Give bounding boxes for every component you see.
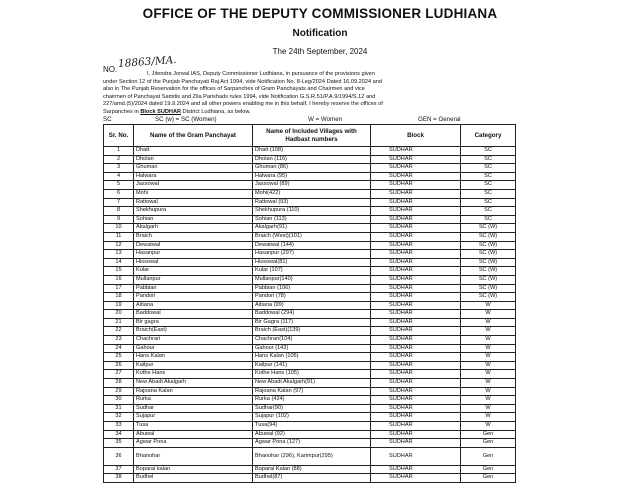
table-row	[104, 155, 516, 164]
cell-sr-no: 4	[104, 172, 134, 181]
table-row	[104, 267, 516, 276]
cell-category: SC	[461, 147, 516, 156]
cell-villages: Dhatt (108)	[253, 147, 371, 156]
cell-villages: Dholan (116)	[253, 155, 371, 164]
header-gram-panchayat: Name of the Gram Panchayat	[134, 125, 253, 147]
table-row	[104, 430, 516, 439]
cell-block: SUDHAR	[371, 232, 461, 241]
cell-sr-no: 5	[104, 181, 134, 190]
cell-gram-panchayat: Dewatwal	[134, 241, 253, 250]
cell-gram-panchayat: Rattowal	[134, 198, 253, 207]
cell-villages: Hans Kalan (105)	[253, 353, 371, 362]
cell-sr-no: 19	[104, 301, 134, 310]
table-row	[104, 336, 516, 345]
cell-category: W	[461, 422, 516, 431]
table-row	[104, 164, 516, 173]
cell-category: W	[461, 370, 516, 379]
cell-gram-panchayat: Kailpur	[134, 361, 253, 370]
cell-villages: Halwara (95)	[253, 172, 371, 181]
cell-villages: Hasanpur (297)	[253, 250, 371, 259]
cell-block: SUDHAR	[371, 361, 461, 370]
cell-sr-no: 7	[104, 198, 134, 207]
cell-villages: Tusa(94)	[253, 422, 371, 431]
table-row	[104, 344, 516, 353]
cell-block: SUDHAR	[371, 241, 461, 250]
cell-category: W	[461, 387, 516, 396]
cell-block: SUDHAR	[371, 370, 461, 379]
cell-gram-panchayat: Kothe Hans	[134, 370, 253, 379]
cell-villages: Rattowal (93)	[253, 198, 371, 207]
table-row	[104, 284, 516, 293]
cell-villages: Braich (East)(139)	[253, 327, 371, 336]
cell-sr-no: 11	[104, 232, 134, 241]
cell-gram-panchayat: Shekhupura	[134, 207, 253, 216]
cell-gram-panchayat: Hissowal	[134, 258, 253, 267]
cell-gram-panchayat: Budhel	[134, 474, 253, 483]
cell-gram-panchayat: Hans Kalan	[134, 353, 253, 362]
cell-gram-panchayat: Dholan	[134, 155, 253, 164]
table-row	[104, 447, 516, 465]
cell-villages: Shekhupura (110)	[253, 207, 371, 216]
cell-category: W	[461, 318, 516, 327]
cell-category: Gen	[461, 447, 516, 465]
header-block: Block	[371, 125, 461, 147]
cell-sr-no: 22	[104, 327, 134, 336]
cell-gram-panchayat: Jassowal	[134, 181, 253, 190]
table-row	[104, 353, 516, 362]
cell-sr-no: 6	[104, 189, 134, 198]
cell-sr-no: 35	[104, 439, 134, 448]
table-row	[104, 241, 516, 250]
cell-sr-no: 26	[104, 361, 134, 370]
cell-block: SUDHAR	[371, 413, 461, 422]
cell-sr-no: 33	[104, 422, 134, 431]
cell-category: W	[461, 336, 516, 345]
cell-block: SUDHAR	[371, 147, 461, 156]
cell-gram-panchayat: Hasanpur	[134, 250, 253, 259]
cell-sr-no: 32	[104, 413, 134, 422]
cell-villages: Dewatwal (144)	[253, 241, 371, 250]
cell-gram-panchayat: Braich(East)	[134, 327, 253, 336]
table-row	[104, 318, 516, 327]
cell-villages: Ghuman (86)	[253, 164, 371, 173]
cell-category: SC (W)	[461, 284, 516, 293]
cell-villages: Agwar Pona (127)	[253, 439, 371, 448]
cell-villages: Kothe Hans (105)	[253, 370, 371, 379]
cell-block: SUDHAR	[371, 404, 461, 413]
cell-block: SUDHAR	[371, 181, 461, 190]
table-body	[104, 147, 516, 483]
cell-category: SC (W)	[461, 232, 516, 241]
cell-block: SUDHAR	[371, 353, 461, 362]
number-label: NO.	[103, 65, 118, 74]
cell-villages: Mohi(422)	[253, 189, 371, 198]
cell-villages: Kular (107)	[253, 267, 371, 276]
cell-block: SUDHAR	[371, 387, 461, 396]
cell-villages: Sujapur (102)	[253, 413, 371, 422]
body-line: I, Jitendra Jorwal IAS, Deputy Commissioner Ludhiana, in pursuance of the provisions given	[147, 71, 375, 77]
cell-block: SUDHAR	[371, 275, 461, 284]
table-header-row	[104, 125, 516, 147]
cell-villages: Abuwal (92)	[253, 430, 371, 439]
table-row	[104, 379, 516, 388]
cell-gram-panchayat: Sudhar	[134, 404, 253, 413]
cell-block: SUDHAR	[371, 155, 461, 164]
cell-sr-no: 36	[104, 447, 134, 465]
cell-block: SUDHAR	[371, 250, 461, 259]
table-row	[104, 207, 516, 216]
cell-category: W	[461, 301, 516, 310]
table-row	[104, 439, 516, 448]
cell-category: SC	[461, 207, 516, 216]
notification-body	[103, 71, 521, 117]
cell-gram-panchayat: Dhatt	[134, 147, 253, 156]
cell-villages: Mullanpur(140)	[253, 275, 371, 284]
table-row	[104, 258, 516, 267]
cell-category: SC (W)	[461, 224, 516, 233]
table-row	[104, 215, 516, 224]
header-sr-no: Sr. No.	[104, 125, 134, 147]
cell-sr-no: 1	[104, 147, 134, 156]
cell-category: W	[461, 344, 516, 353]
block-name: Block SUDHAR	[140, 108, 182, 115]
cell-villages: Budhel(87)	[253, 474, 371, 483]
cell-gram-panchayat: Kular	[134, 267, 253, 276]
cell-category: Gen	[461, 430, 516, 439]
cell-villages: Bhanohar (296), Karimpur(295)	[253, 447, 371, 465]
cell-block: SUDHAR	[371, 267, 461, 276]
cell-block: SUDHAR	[371, 198, 461, 207]
cell-block: SUDHAR	[371, 301, 461, 310]
table-row	[104, 250, 516, 259]
table-row	[104, 172, 516, 181]
cell-sr-no: 15	[104, 267, 134, 276]
cell-gram-panchayat: Abuwal	[134, 430, 253, 439]
cell-block: SUDHAR	[371, 189, 461, 198]
table-row	[104, 232, 516, 241]
cell-villages: Bir Gagra (117)	[253, 318, 371, 327]
cell-category: W	[461, 327, 516, 336]
cell-gram-panchayat: Baddowal	[134, 310, 253, 319]
table-row	[104, 387, 516, 396]
cell-gram-panchayat: Braich	[134, 232, 253, 241]
table-row	[104, 224, 516, 233]
cell-villages: Baddowal (294)	[253, 310, 371, 319]
cell-sr-no: 13	[104, 250, 134, 259]
table-row	[104, 404, 516, 413]
cell-block: SUDHAR	[371, 310, 461, 319]
cell-sr-no: 37	[104, 465, 134, 474]
cell-category: SC	[461, 215, 516, 224]
cell-sr-no: 10	[104, 224, 134, 233]
cell-category: SC	[461, 198, 516, 207]
table-row	[104, 275, 516, 284]
notification-title: Notification	[292, 28, 348, 39]
cell-gram-panchayat: Chachrari	[134, 336, 253, 345]
cell-sr-no: 30	[104, 396, 134, 405]
table-row	[104, 422, 516, 431]
cell-block: SUDHAR	[371, 284, 461, 293]
cell-villages: Sohian (113)	[253, 215, 371, 224]
cell-sr-no: 31	[104, 404, 134, 413]
table-row	[104, 181, 516, 190]
cell-block: SUDHAR	[371, 430, 461, 439]
cell-gram-panchayat: Halwara	[134, 172, 253, 181]
cell-block: SUDHAR	[371, 474, 461, 483]
cell-category: W	[461, 379, 516, 388]
cell-villages: Gahour (143)	[253, 344, 371, 353]
body-line: chairmen of Panchayat Samitis and Zila Parishads rules 1994, vide Notification G.S.R.51/P.A.9/1994/S.12 and	[103, 93, 376, 100]
cell-gram-panchayat: Pandori	[134, 293, 253, 302]
cell-category: W	[461, 353, 516, 362]
reservation-table	[103, 124, 516, 483]
cell-category: W	[461, 396, 516, 405]
cell-villages: Boparai Kalan (88)	[253, 465, 371, 474]
cell-block: SUDHAR	[371, 439, 461, 448]
cell-villages: Braich (West)(101)	[253, 232, 371, 241]
cell-block: SUDHAR	[371, 447, 461, 465]
cell-sr-no: 2	[104, 155, 134, 164]
cell-gram-panchayat: Gahour	[134, 344, 253, 353]
cell-category: Gen	[461, 465, 516, 474]
body-line: also in The Punjab Reservation for the offices of Sarpanches of Gram Panchayats and Chairmen and vice	[103, 86, 365, 93]
table-row	[104, 189, 516, 198]
cell-gram-panchayat: Pabbian	[134, 284, 253, 293]
cell-sr-no: 9	[104, 215, 134, 224]
table-row	[104, 293, 516, 302]
cell-category: SC (W)	[461, 241, 516, 250]
table-row	[104, 370, 516, 379]
cell-category: W	[461, 361, 516, 370]
cell-gram-panchayat: Akalgarh	[134, 224, 253, 233]
cell-gram-panchayat: Sujapur	[134, 413, 253, 422]
cell-block: SUDHAR	[371, 344, 461, 353]
cell-villages: Chachrari(104)	[253, 336, 371, 345]
cell-category: Gen	[461, 439, 516, 448]
notification-date: The 24th September, 2024	[272, 47, 368, 56]
cell-sr-no: 20	[104, 310, 134, 319]
cell-category: Gen	[461, 474, 516, 483]
cell-category: W	[461, 310, 516, 319]
cell-sr-no: 21	[104, 318, 134, 327]
cell-category: SC	[461, 189, 516, 198]
cell-villages: Sudhar(90)	[253, 404, 371, 413]
cell-block: SUDHAR	[371, 215, 461, 224]
cell-sr-no: 16	[104, 275, 134, 284]
table-row	[104, 327, 516, 336]
office-heading: OFFICE OF THE DEPUTY COMMISSIONER LUDHIANA	[142, 6, 498, 21]
cell-gram-panchayat: Agwar Pona	[134, 439, 253, 448]
cell-block: SUDHAR	[371, 379, 461, 388]
cell-sr-no: 23	[104, 336, 134, 345]
cell-gram-panchayat: Boparai kalan	[134, 465, 253, 474]
cell-category: SC	[461, 164, 516, 173]
cell-category: SC (W)	[461, 267, 516, 276]
cell-gram-panchayat: Rajoana Kalan	[134, 387, 253, 396]
cell-gram-panchayat: New Abadi Akalgarh	[134, 379, 253, 388]
table-row	[104, 413, 516, 422]
cell-gram-panchayat: Rurka	[134, 396, 253, 405]
cell-category: SC	[461, 181, 516, 190]
cell-sr-no: 17	[104, 284, 134, 293]
cell-block: SUDHAR	[371, 327, 461, 336]
cell-sr-no: 29	[104, 387, 134, 396]
cell-villages: Kailpur (141)	[253, 361, 371, 370]
cell-villages: Rurka (424)	[253, 396, 371, 405]
cell-villages: Hissowal(81)	[253, 258, 371, 267]
cell-gram-panchayat: Mohi	[134, 189, 253, 198]
table-row	[104, 465, 516, 474]
cell-category: SC (W)	[461, 250, 516, 259]
cell-gram-panchayat: Bir gagra	[134, 318, 253, 327]
cell-category: SC (W)	[461, 275, 516, 284]
table-row	[104, 301, 516, 310]
cell-block: SUDHAR	[371, 164, 461, 173]
cell-block: SUDHAR	[371, 396, 461, 405]
cell-category: SC	[461, 155, 516, 164]
table-row	[104, 147, 516, 156]
cell-sr-no: 25	[104, 353, 134, 362]
cell-villages: Aitiana (99)	[253, 301, 371, 310]
cell-category: SC (W)	[461, 293, 516, 302]
body-text-segment: Sarpanches in	[103, 108, 141, 115]
cell-villages: Pabbian (106)	[253, 284, 371, 293]
cell-block: SUDHAR	[371, 422, 461, 431]
cell-block: SUDHAR	[371, 318, 461, 327]
cell-sr-no: 24	[104, 344, 134, 353]
legend-sc-women: SC (w) = SC (Women)	[155, 116, 217, 123]
cell-category: SC	[461, 172, 516, 181]
cell-sr-no: 8	[104, 207, 134, 216]
legend-women: W = Women	[308, 116, 343, 123]
cell-block: SUDHAR	[371, 172, 461, 181]
cell-sr-no: 14	[104, 258, 134, 267]
cell-villages: Akalgarh(91)	[253, 224, 371, 233]
cell-block: SUDHAR	[371, 224, 461, 233]
cell-gram-panchayat: Sohian	[134, 215, 253, 224]
table-row	[104, 198, 516, 207]
body-text-segment: District Ludhiana, as below.	[181, 108, 251, 115]
table-row	[104, 396, 516, 405]
cell-villages: Jassowal (89)	[253, 181, 371, 190]
cell-sr-no: 38	[104, 474, 134, 483]
table-row	[104, 361, 516, 370]
cell-block: SUDHAR	[371, 258, 461, 267]
legend-sc: SC	[103, 116, 112, 123]
handwritten-number: 18863/MA.	[117, 53, 177, 71]
cell-block: SUDHAR	[371, 293, 461, 302]
cell-gram-panchayat: Tusa	[134, 422, 253, 431]
cell-sr-no: 28	[104, 379, 134, 388]
cell-gram-panchayat: Aitiana	[134, 301, 253, 310]
body-line: under Section 12 of the Punjab Panchayati Raj Act 1994, vide Notification No. 8-Leg/2024 Dated 16.09.2024 and	[103, 78, 382, 85]
cell-category: W	[461, 404, 516, 413]
cell-block: SUDHAR	[371, 465, 461, 474]
cell-sr-no: 12	[104, 241, 134, 250]
cell-category: SC (W)	[461, 258, 516, 267]
cell-sr-no: 34	[104, 430, 134, 439]
cell-gram-panchayat: Mullanpur	[134, 275, 253, 284]
cell-gram-panchayat: Ghuman	[134, 164, 253, 173]
cell-villages: Pandori (78)	[253, 293, 371, 302]
cell-block: SUDHAR	[371, 207, 461, 216]
header-category: Category	[461, 125, 516, 147]
table-row	[104, 310, 516, 319]
cell-villages: Rajoana Kalan (97)	[253, 387, 371, 396]
legend-general: GEN = General	[418, 116, 461, 123]
cell-sr-no: 3	[104, 164, 134, 173]
cell-sr-no: 18	[104, 293, 134, 302]
cell-category: W	[461, 413, 516, 422]
cell-gram-panchayat: Bhanohar	[134, 447, 253, 465]
cell-sr-no: 27	[104, 370, 134, 379]
cell-villages: New Abadi Akalgarh(91)	[253, 379, 371, 388]
body-line: 227/amd.(5)/2024 dated 19.9.2024 and all other powers enabling me in this behalf, I hereby reserve the offices of	[103, 101, 383, 108]
cell-block: SUDHAR	[371, 336, 461, 345]
table-row	[104, 474, 516, 483]
header-villages: Name of Included Villages with Hadbast numbers	[253, 125, 371, 147]
